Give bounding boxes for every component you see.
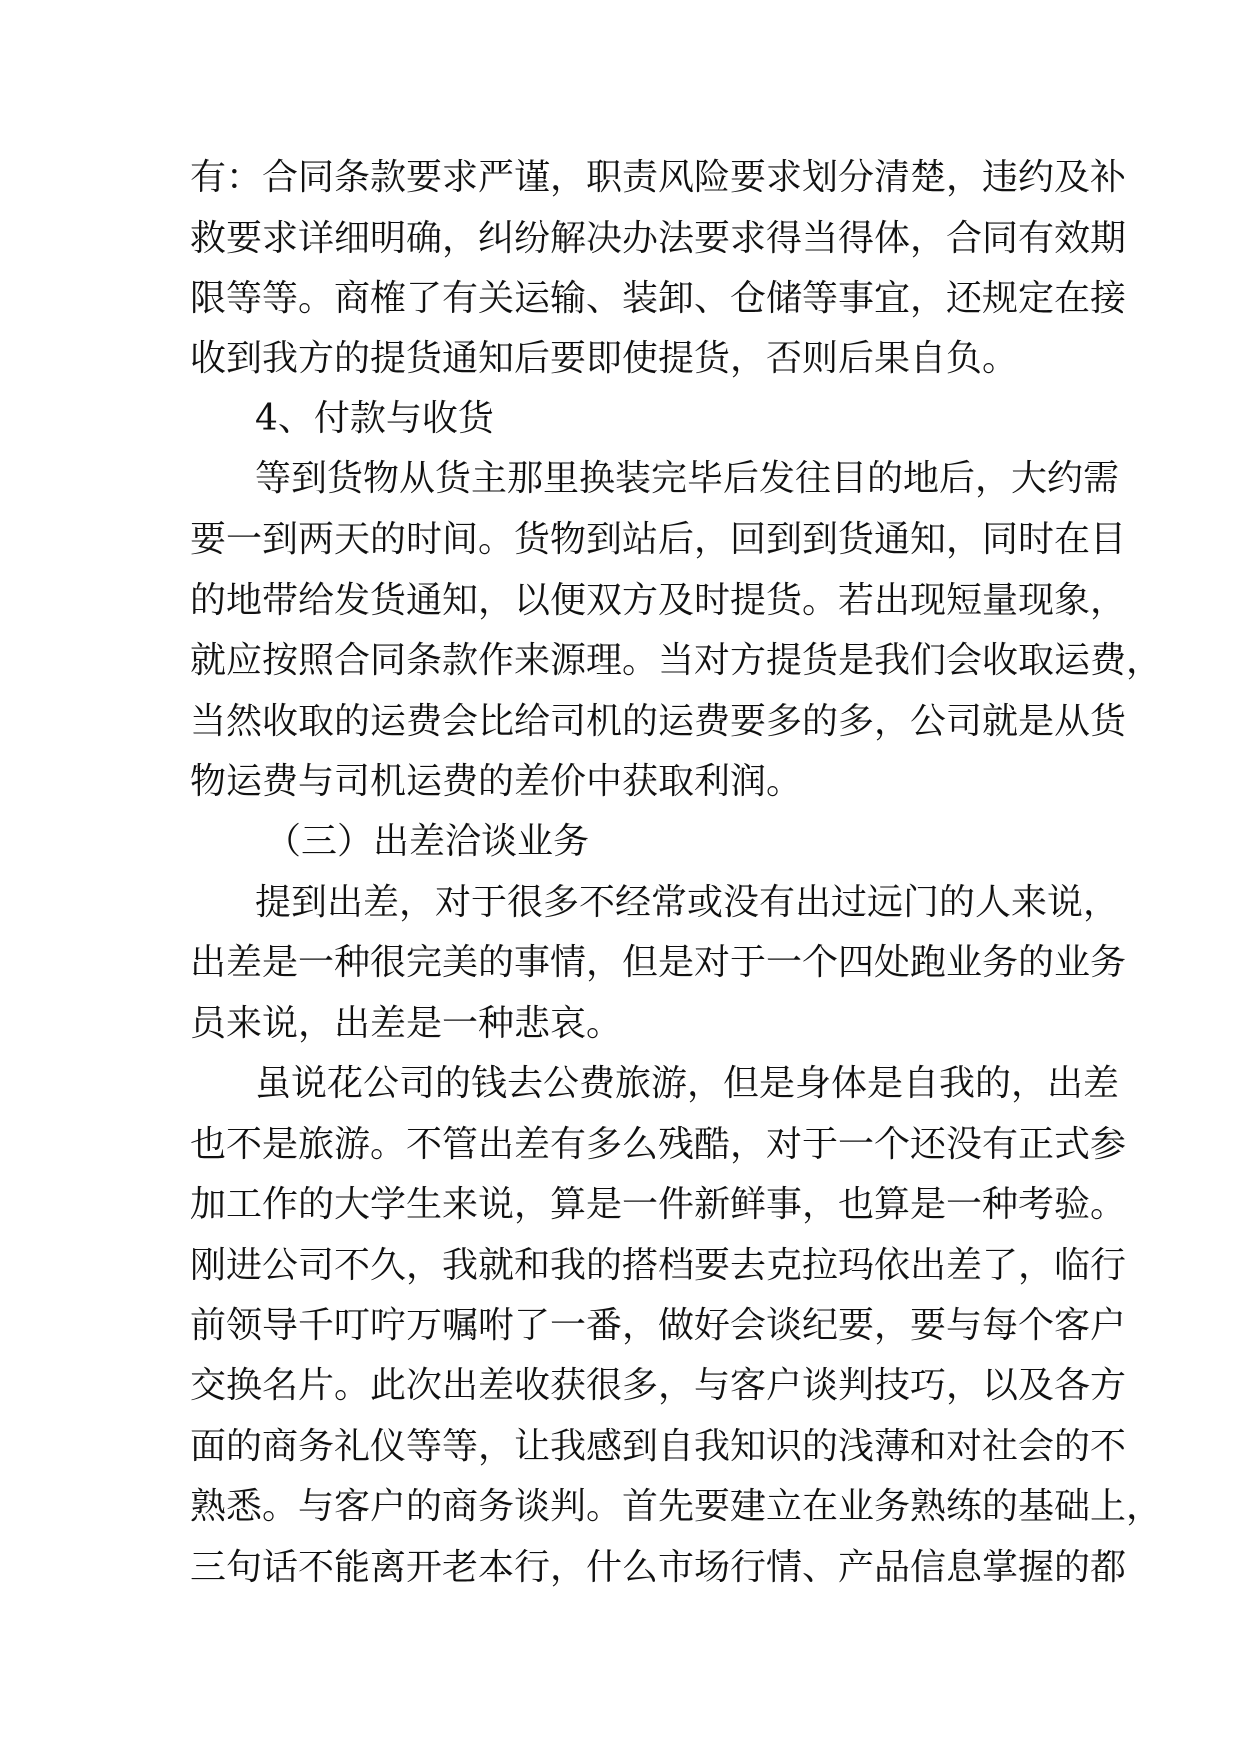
text-line: 三句话不能离开老本行，什么市场行情、产品信息掌握的都 [190, 1547, 1127, 1588]
text-line: 加工作的大学生来说，算是一件新鲜事，也算是一种考验。 [190, 1184, 1127, 1225]
text-line: 员来说，出差是一种悲哀。 [190, 1003, 623, 1044]
text-line: 就应按照合同条款作来源理。当对方提货是我们会收取运费， [190, 640, 1163, 681]
text-line: 要一到两天的时间。货物到站后，回到到货通知，同时在目 [190, 519, 1127, 560]
section-heading: 4、付款与收货 [255, 398, 494, 439]
text-line: 有：合同条款要求严谨，职责风险要求划分清楚，违约及补 [190, 157, 1127, 198]
text-line: 刚进公司不久，我就和我的搭档要去克拉玛依出差了，临行 [190, 1245, 1127, 1286]
text-line: 物运费与司机运费的差价中获取利润。 [190, 761, 803, 802]
text-line: 提到出差，对于很多不经常或没有出过远门的人来说， [255, 882, 1120, 923]
text-line: 限等等。商榷了有关运输、装卸、仓储等事宜，还规定在接 [190, 278, 1127, 319]
text-line: 熟悉。与客户的商务谈判。首先要建立在业务熟练的基础上， [190, 1486, 1163, 1527]
text-line: 交换名片。此次出差收获很多，与客户谈判技巧，以及各方 [190, 1365, 1127, 1406]
text-line: 等到货物从货主那里换装完毕后发往目的地后，大约需 [255, 458, 1120, 499]
text-line: 出差是一种很完美的事情，但是对于一个四处跑业务的业务 [190, 942, 1127, 983]
text-line: 当然收取的运费会比给司机的运费要多的多，公司就是从货 [190, 701, 1127, 742]
text-line: 虽说花公司的钱去公费旅游，但是身体是自我的，出差 [255, 1063, 1120, 1104]
text-line: 前领导千叮咛万嘱咐了一番，做好会谈纪要，要与每个客户 [190, 1305, 1127, 1346]
text-line: 面的商务礼仪等等，让我感到自我知识的浅薄和对社会的不 [190, 1426, 1127, 1467]
text-line: 的地带给发货通知，以便双方及时提货。若出现短量现象， [190, 580, 1127, 621]
text-line: 收到我方的提货通知后要即使提货，否则后果自负。 [190, 338, 1019, 379]
section-heading: （三）出差洽谈业务 [265, 821, 590, 862]
text-line: 救要求详细明确，纠纷解决办法要求得当得体，合同有效期 [190, 218, 1127, 259]
text-line: 也不是旅游。不管出差有多么残酷，对于一个还没有正式参 [190, 1124, 1127, 1165]
